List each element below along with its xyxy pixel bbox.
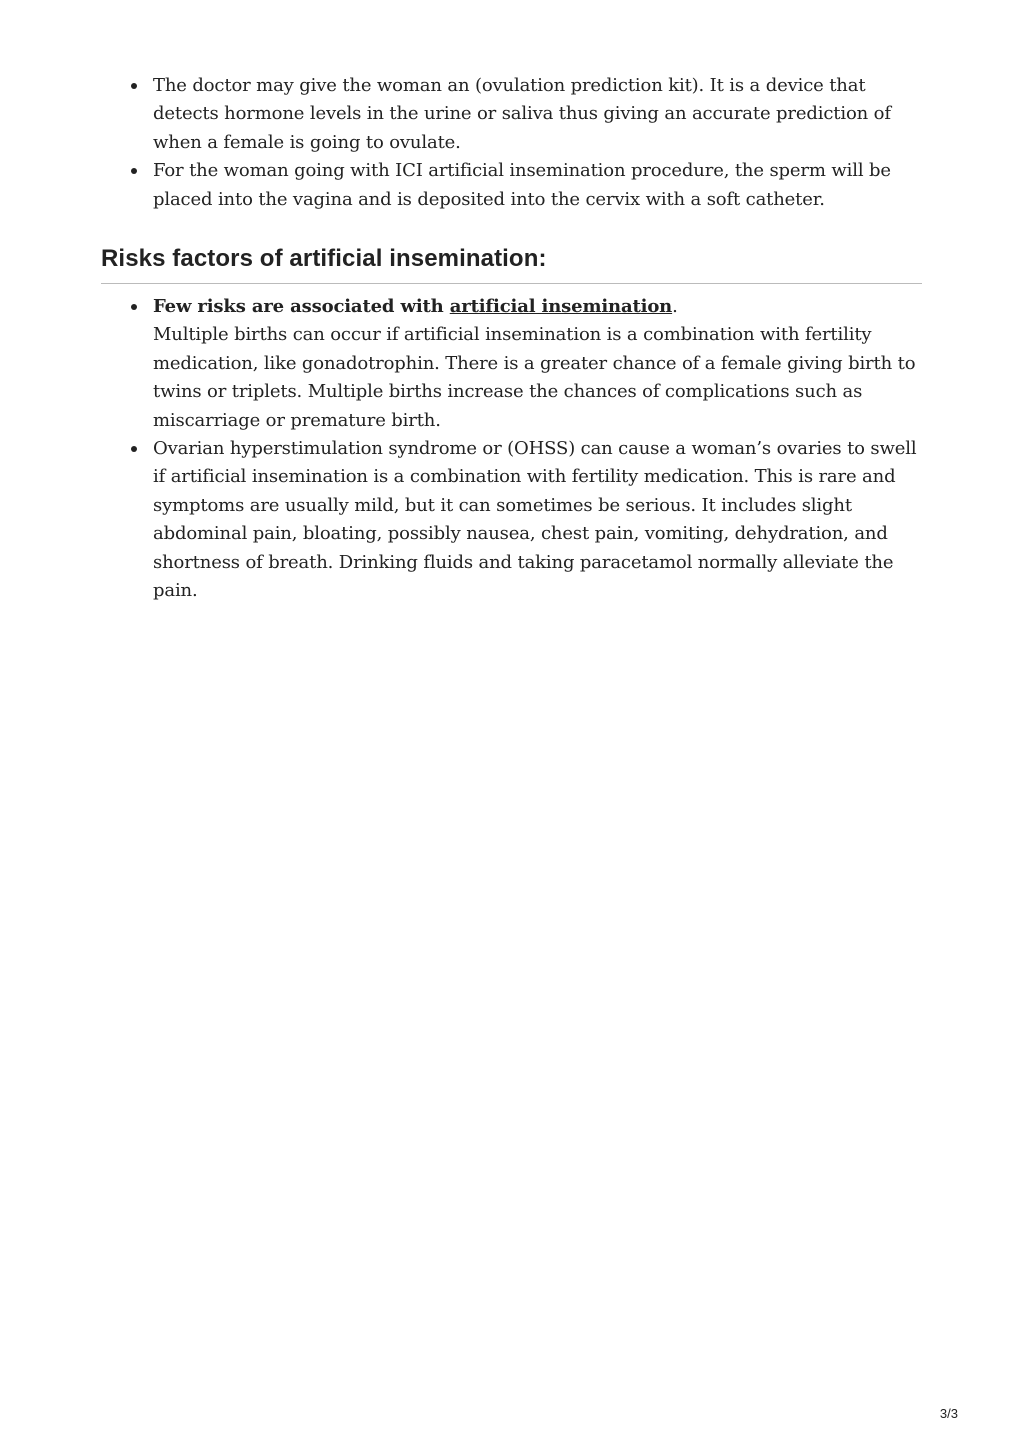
bullet-icon — [131, 83, 137, 89]
list-item-text: The doctor may give the woman an (ovulation prediction kit). It is a device that detects hormone levels in the urine or saliva thus giving an accurate prediction of when a female is going to ovulate. — [153, 75, 891, 153]
list-item — [130, 157, 930, 214]
section-divider — [101, 283, 922, 284]
list-item — [130, 72, 930, 157]
list-item-text: Ovarian hyperstimulation syndrome or (OHSS) can cause a woman’s ovaries to swell if artificial insemination is a combination with fertility medication. This is rare and symptoms are usually mild, but it can sometimes be serious. It includes slight abdominal pain, bloating, possibly nausea, chest pain, vomiting, dehydration, and shortness of breath. Drinking fluids and taking paracetamol normally alleviate the pain. — [153, 438, 917, 602]
risks-bullet-list — [130, 293, 930, 605]
section-heading: Risks factors of artificial insemination: — [101, 245, 547, 272]
bullet-icon — [131, 446, 137, 452]
list-item-text: For the woman going with ICI artificial insemination procedure, the sperm will be placed into the vagina and is deposited into the cervix with a soft catheter. — [153, 160, 891, 210]
risk-lead-end: . — [672, 296, 678, 317]
bullet-icon — [131, 304, 137, 310]
page-number: 3/3 — [939, 1406, 958, 1421]
list-item — [130, 435, 930, 605]
bullet-icon — [131, 168, 137, 174]
artificial-insemination-link[interactable]: artificial insemination — [449, 296, 673, 317]
list-item-text: Multiple births can occur if artificial insemination is a combination with fertility medication, like gonadotrophin. There is a greater chance of a female giving birth to twins or triplets. Multiple births increase the chances of complications such as miscarriage or premature birth. — [153, 324, 916, 431]
intro-bullet-list — [130, 72, 930, 214]
list-item — [130, 293, 930, 435]
risk-lead-text: Few risks are associated with — [153, 296, 450, 317]
